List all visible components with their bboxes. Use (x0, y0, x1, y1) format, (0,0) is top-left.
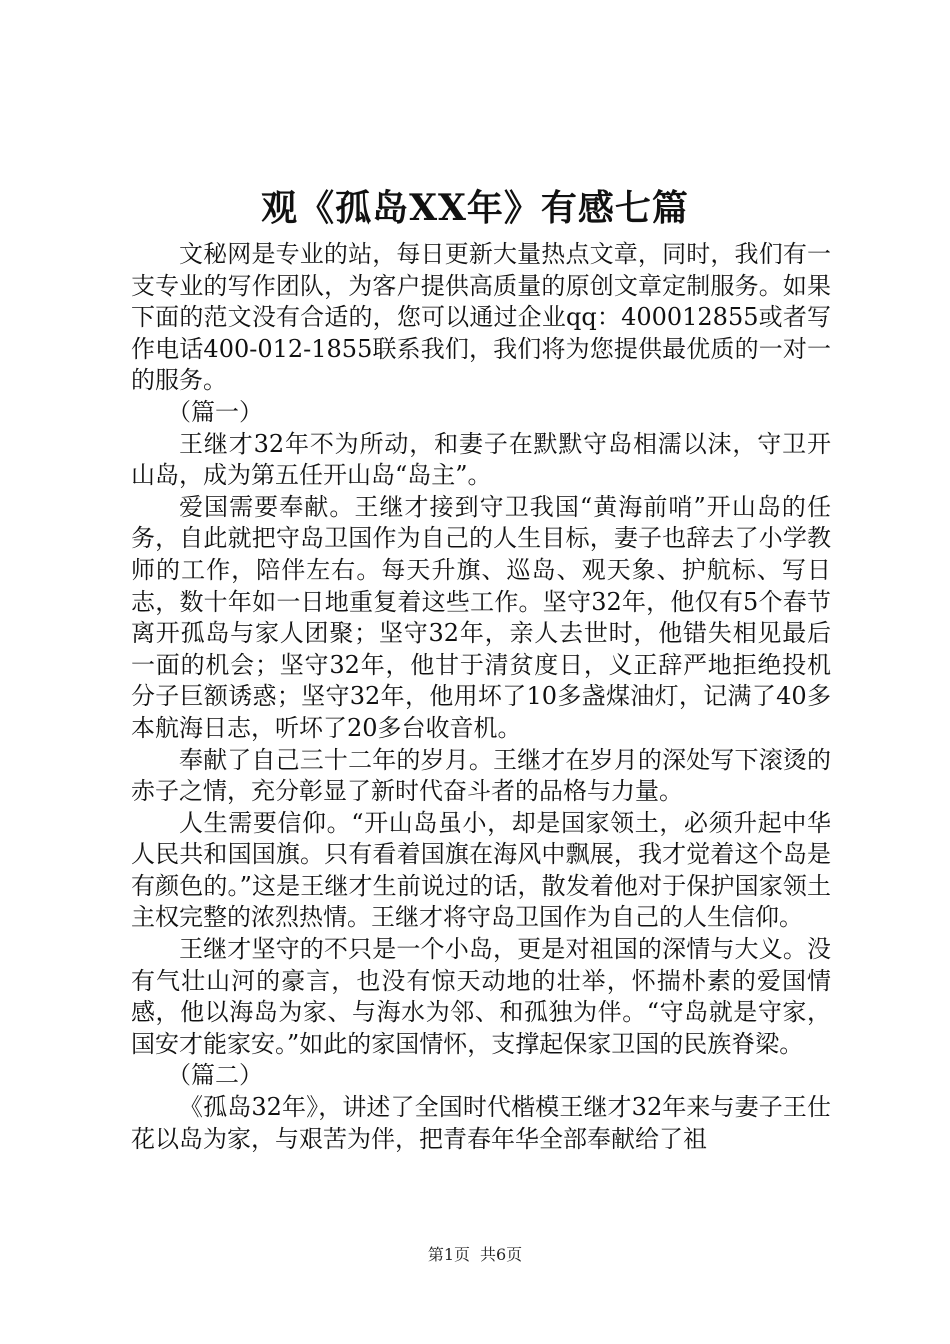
document-body (131, 239, 831, 1155)
page-footer (0, 1244, 950, 1266)
page-number: 第1页 (427, 1245, 470, 1264)
section-heading-1: （篇一） (167, 397, 263, 426)
body-paragraph: 爱国需要奉献。王继才接到守卫我国“黄海前哨”开山岛的任务，自此就把守岛卫国作为自己的人生目标，妻子也辞去了小学教师的工作，陪伴左右。每天升旗、巡岛、观天象、护航标、写日志，数十年如一日地重复着这些工作。坚守32年，他仅有5个春节离开孤岛与家人团聚；坚守32年，亲人去世时，他错失相见最后一面的机会；坚守32年，他甘于清贫度日，义正辞严地拒绝投机分子巨额诱惑；坚守32年，他用坏了10多盏煤油灯，记满了40多本航海日志，听坏了20多台收音机。 (131, 492, 831, 742)
intro-paragraph: 文秘网是专业的站，每日更新大量热点文章，同时，我们有一支专业的写作团队，为客户提供高质量的原创文章定制服务。如果下面的范文没有合适的，您可以通过企业qq：400012855或者写作电话400-012-1855联系我们，我们将为您提供最优质的一对一的服务。 (131, 240, 831, 395)
document-title: 观《孤岛XX年》有感七篇 (261, 187, 689, 229)
body-paragraph: 奉献了自己三十二年的岁月。王继才在岁月的深处写下滚烫的赤子之情，充分彰显了新时代奋斗者的品格与力量。 (131, 745, 831, 806)
body-paragraph: 王继才32年不为所动，和妻子在默默守岛相濡以沫，守卫开山岛，成为第五任开山岛“岛主”。 (131, 429, 831, 490)
body-paragraph: 人生需要信仰。“开山岛虽小，却是国家领土，必须升起中华人民共和国国旗。只有看着国旗在海风中飘展，我才觉着这个岛是有颜色的。”这是王继才生前说过的话，散发着他对于保护国家领土主权完整的浓烈热情。王继才将守岛卫国作为自己的人生信仰。 (131, 808, 831, 932)
body-paragraph: 《孤岛32年》，讲述了全国时代楷模王继才32年来与妻子王仕花以岛为家，与艰苦为伴，把青春年华全部奉献给了祖 (131, 1093, 831, 1153)
section-heading-2: （篇二） (167, 1061, 263, 1090)
body-paragraph: 王继才坚守的不只是一个小岛，更是对祖国的深情与大义。没有气壮山河的豪言，也没有惊天动地的壮举，怀揣朴素的爱国情感，他以海岛为家、与海水为邻、和孤独为伴。“守岛就是守家，国安才能家安。”如此的家国情怀，支撑起保家卫国的民族脊梁。 (131, 935, 831, 1058)
page-total: 共6页 (480, 1245, 523, 1264)
